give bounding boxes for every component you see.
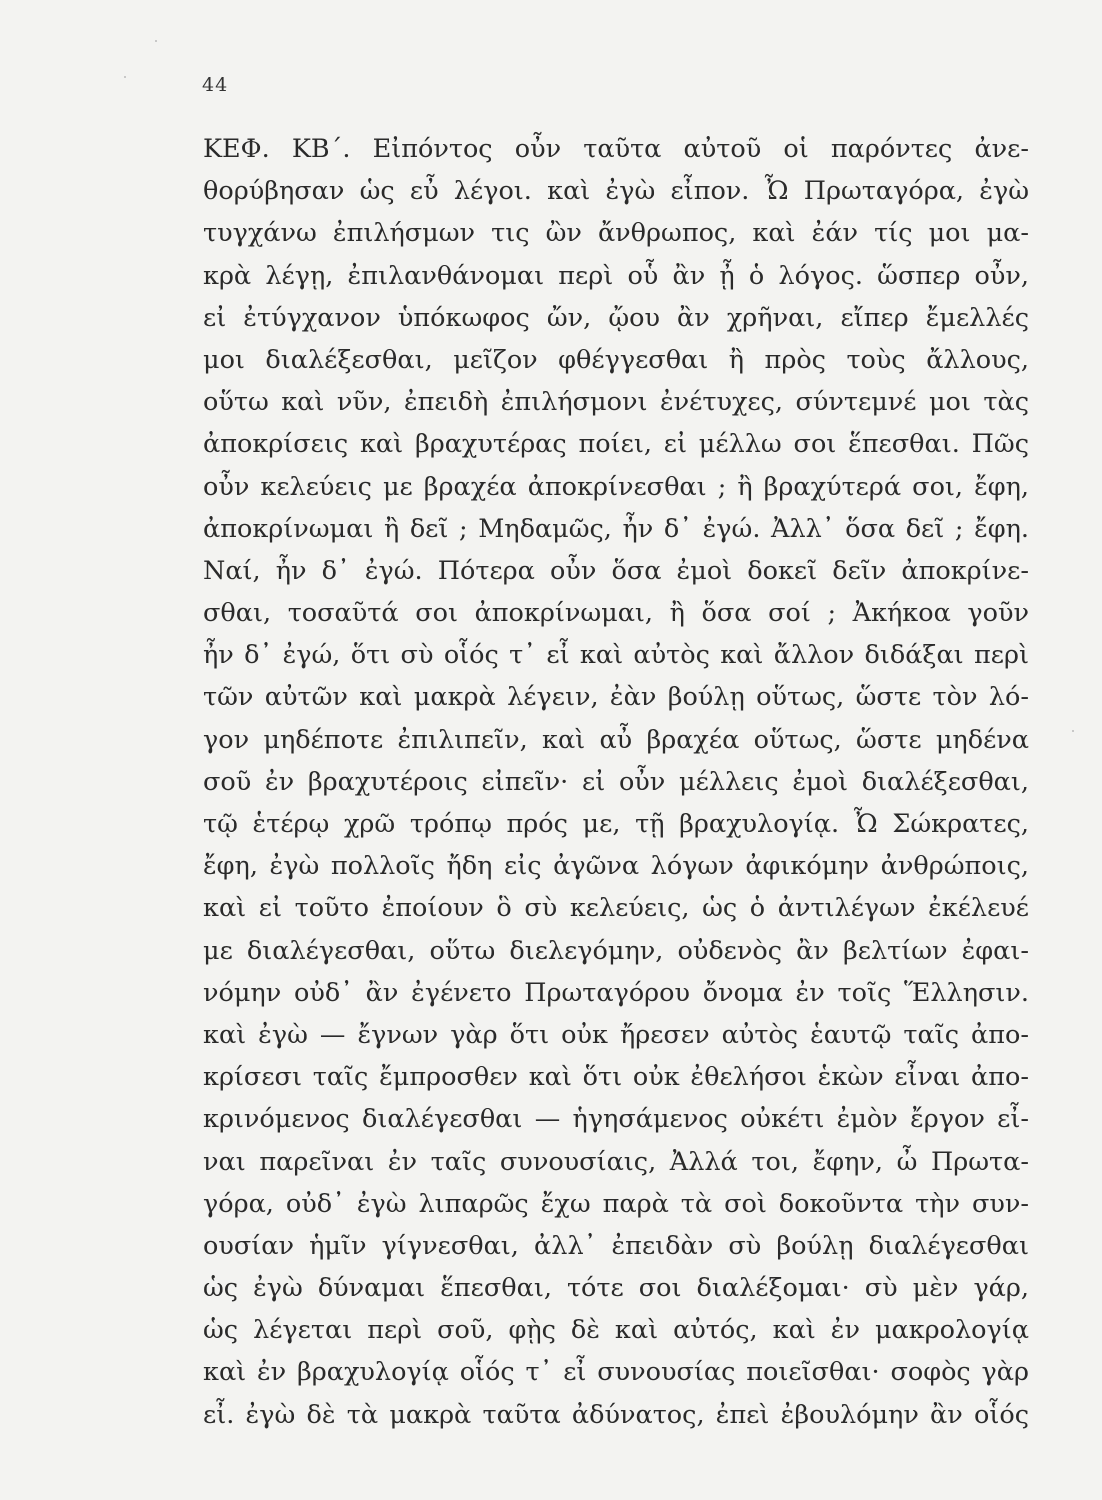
text-line: καὶ ἐν βραχυλογίᾳ οἷός τ᾽ εἶ συνουσίας ποιεῖσθαι· σοφὸς γὰρ	[203, 1357, 1029, 1388]
text-line: τῶν αὐτῶν καὶ μακρὰ λέγειν, ἐὰν βούλῃ οὕτως, ὥστε τὸν λό-	[203, 682, 1029, 713]
text-line: κρὰ λέγῃ, ἐπιλανθάνομαι περὶ οὗ ἂν ᾖ ὁ λόγος. ὥσπερ οὖν,	[203, 260, 1029, 291]
text-line: οὖν κελεύεις με βραχέα ἀποκρίνεσθαι ; ἢ βραχύτερά σοι, ἔφη,	[203, 471, 1029, 502]
text-line: κρινόμενος διαλέγεσθαι — ἡγησάμενος οὐκέτι ἐμὸν ἔργον εἶ-	[203, 1104, 1029, 1135]
text-line: θορύβησαν ὡς εὖ λέγοι. καὶ ἐγὼ εἶπον. Ὦ Πρωταγόρα, ἐγὼ	[203, 176, 1029, 207]
text-line: ἀποκρίνωμαι ἢ δεῖ ; Μηδαμῶς, ἦν δ᾽ ἐγώ. Ἀλλ᾽ ὅσα δεῖ ; ἔφη.	[203, 513, 1029, 544]
paper-speck	[1072, 730, 1074, 732]
paper-speck	[124, 76, 126, 78]
text-line: γον μηδέποτε ἐπιλιπεῖν, καὶ αὖ βραχέα οὕτως, ὥστε μηδένα	[203, 724, 1029, 755]
text-line: νόμην οὐδ᾽ ἂν ἐγένετο Πρωταγόρου ὄνομα ἐν τοῖς Ἕλλησιν.	[203, 977, 1029, 1008]
text-line: τυγχάνω ἐπιλήσμων τις ὢν ἄνθρωπος, καὶ ἐάν τίς μοι μα-	[203, 218, 1029, 249]
text-line: ἀποκρίσεις καὶ βραχυτέρας ποίει, εἰ μέλλω σοι ἕπεσθαι. Πῶς	[203, 429, 1029, 460]
text-line: ὡς ἐγὼ δύναμαι ἕπεσθαι, τότε σοι διαλέξομαι· σὺ μὲν γάρ,	[203, 1273, 1029, 1304]
text-line: γόρα, οὐδ᾽ ἐγὼ λιπαρῶς ἔχω παρὰ τὰ σοὶ δοκοῦντα τὴν συν-	[203, 1188, 1029, 1219]
text-line: εἰ ἐτύγχανον ὑπόκωφος ὤν, ᾤου ἂν χρῆναι, εἴπερ ἔμελλές	[203, 302, 1029, 333]
text-line: εἶ. ἐγὼ δὲ τὰ μακρὰ ταῦτα ἀδύνατος, ἐπεὶ ἐβουλόμην ἂν οἷός	[203, 1399, 1029, 1430]
text-line: ουσίαν ἡμῖν γίγνεσθαι, ἀλλ᾽ ἐπειδὰν σὺ βούλῃ διαλέγεσθαι	[203, 1230, 1029, 1261]
text-line: ἔφη, ἐγὼ πολλοῖς ἤδη εἰς ἀγῶνα λόγων ἀφικόμην ἀνθρώποις,	[203, 851, 1029, 882]
text-line: σοῦ ἐν βραχυτέροις εἰπεῖν· εἰ οὖν μέλλεις ἐμοὶ διαλέξεσθαι,	[203, 766, 1029, 797]
text-line: ναι παρεῖναι ἐν ταῖς συνουσίαις, Ἀλλά τοι, ἔφην, ὦ Πρωτα-	[203, 1146, 1029, 1177]
text-line: καὶ εἰ τοῦτο ἐποίουν ὃ σὺ κελεύεις, ὡς ὁ ἀντιλέγων ἐκέλευέ	[203, 893, 1029, 924]
text-line: κρίσεσι ταῖς ἔμπροσθεν καὶ ὅτι οὐκ ἐθελήσοι ἑκὼν εἶναι ἀπο-	[203, 1062, 1029, 1093]
text-line: καὶ ἐγὼ — ἔγνων γὰρ ὅτι οὐκ ἤρεσεν αὐτὸς ἑαυτῷ ταῖς ἀπο-	[203, 1019, 1029, 1050]
text-line: ὡς λέγεται περὶ σοῦ, φῂς δὲ καὶ αὐτός, καὶ ἐν μακρολογίᾳ	[203, 1315, 1029, 1346]
page-number: 44	[202, 74, 229, 96]
text-line: τῷ ἑτέρῳ χρῶ τρόπῳ πρός με, τῇ βραχυλογίᾳ. Ὦ Σώκρατες,	[203, 809, 1029, 839]
text-line: με διαλέγεσθαι, οὕτω διελεγόμην, οὐδενὸς ἂν βελτίων ἐφαι-	[203, 935, 1029, 966]
text-line: ΚΕΦ. ΚΒ΄. Εἰπόντος οὖν ταῦτα αὐτοῦ οἱ παρόντες ἀνε-	[203, 134, 1029, 164]
text-line: ἦν δ᾽ ἐγώ, ὅτι σὺ οἷός τ᾽ εἶ καὶ αὐτὸς καὶ ἄλλον διδάξαι περὶ	[203, 640, 1029, 671]
paper-speck	[155, 40, 157, 42]
text-line: οὕτω καὶ νῦν, ἐπειδὴ ἐπιλήσμονι ἐνέτυχες, σύντεμνέ μοι τὰς	[203, 387, 1029, 418]
text-line: μοι διαλέξεσθαι, μεῖζον φθέγγεσθαι ἢ πρὸς τοὺς ἄλλους,	[203, 344, 1029, 375]
chapter-text	[203, 128, 1029, 1436]
text-line: Ναί, ἦν δ᾽ ἐγώ. Πότερα οὖν ὅσα ἐμοὶ δοκεῖ δεῖν ἀποκρίνε-	[203, 555, 1029, 586]
text-line: σθαι, τοσαῦτά σοι ἀποκρίνωμαι, ἢ ὅσα σοί ; Ἀκήκοα γοῦν	[203, 598, 1029, 629]
